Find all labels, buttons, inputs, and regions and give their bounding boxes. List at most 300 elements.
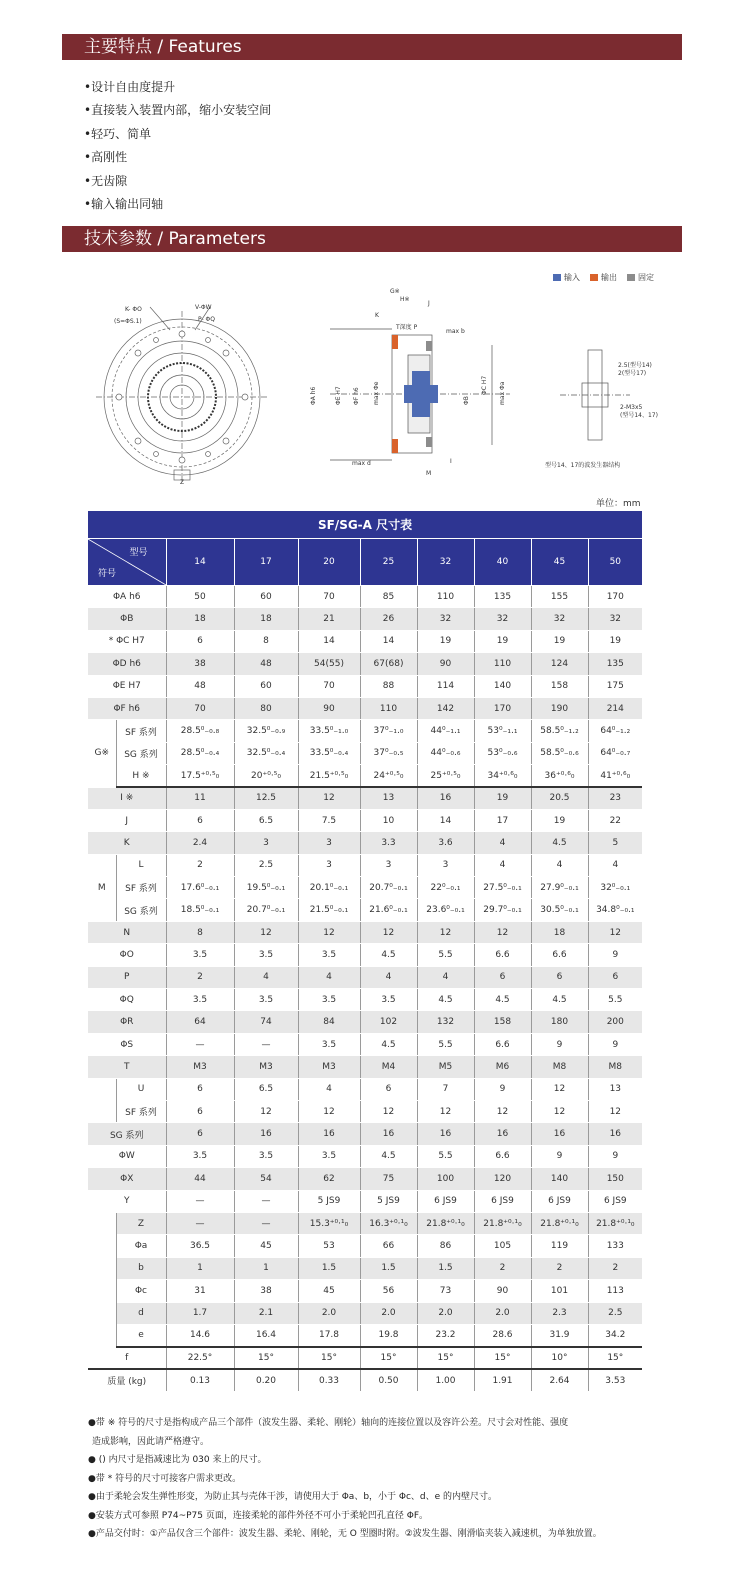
table-cell: 48	[234, 653, 298, 675]
table-cell: 2.5	[588, 1302, 642, 1324]
table-cell: 3	[360, 854, 417, 876]
table-cell: 6 JS9	[474, 1190, 531, 1212]
label-m: M	[426, 470, 432, 477]
input-swatch	[553, 274, 561, 281]
table-cell: 90	[298, 697, 360, 719]
table-cell: 16	[360, 1123, 417, 1145]
table-cell: 2	[531, 1257, 588, 1279]
table-cell: 6	[588, 966, 642, 988]
table-cell: 32	[588, 608, 642, 630]
table-cell: 14	[298, 630, 360, 652]
table-cell: —	[234, 1212, 298, 1234]
label-phie: ΦE H7	[335, 386, 342, 405]
table-cell: 3.5	[360, 989, 417, 1011]
table-cell: 158	[474, 1011, 531, 1033]
table-cell: 3.5	[166, 944, 234, 966]
table-cell: 190	[531, 697, 588, 719]
row-label: ΦA h6	[88, 586, 166, 608]
label-s: (S=ΦS.1)	[114, 318, 142, 325]
table-row	[88, 1145, 642, 1167]
table-row	[88, 1100, 642, 1122]
table-cell: 6 JS9	[531, 1190, 588, 1212]
table-cell: 5.5	[417, 1145, 474, 1167]
legend-output: 输出	[590, 272, 617, 283]
table-cell: 70	[298, 675, 360, 697]
table-cell: 14	[417, 809, 474, 831]
model-header: 14	[166, 539, 234, 586]
row-label: L	[116, 854, 166, 876]
table-cell: 21.8⁺⁰·¹₀	[531, 1212, 588, 1234]
table-row	[88, 630, 642, 652]
label-wg-1: 2.5(型号14)	[618, 362, 652, 369]
table-cell: 6.5	[234, 1078, 298, 1100]
fixed-swatch	[627, 274, 635, 281]
table-cell: 8	[166, 921, 234, 943]
table-cell: 17.8	[298, 1324, 360, 1346]
table-cell: 53	[298, 1235, 360, 1257]
table-cell: 15°	[360, 1347, 417, 1369]
table-cell: 4	[234, 966, 298, 988]
technical-drawing	[90, 285, 670, 485]
table-cell: 45	[298, 1280, 360, 1302]
table-cell: 19	[531, 630, 588, 652]
table-cell: 21	[298, 608, 360, 630]
features-list	[84, 76, 271, 216]
table-cell: 9	[588, 944, 642, 966]
table-cell: 100	[417, 1168, 474, 1190]
table-cell: 45	[234, 1235, 298, 1257]
row-label: 质量 (kg)	[88, 1369, 166, 1391]
table-cell: 140	[531, 1168, 588, 1190]
table-cell: 15.3⁺⁰·¹₀	[298, 1212, 360, 1234]
table-cell: 6.6	[474, 944, 531, 966]
table-cell: 12	[360, 921, 417, 943]
row-label: Z	[116, 1212, 166, 1234]
table-cell: 17	[474, 809, 531, 831]
table-cell: 124	[531, 653, 588, 675]
table-cell: 70	[166, 697, 234, 719]
table-cell: 19.8	[360, 1324, 417, 1346]
table-cell: 36.5	[166, 1235, 234, 1257]
table-row	[88, 1324, 642, 1346]
table-row	[88, 675, 642, 697]
table-cell: 3.5	[298, 944, 360, 966]
label-t-depth: T深度 P	[396, 324, 418, 331]
table-cell: 22.5°	[166, 1347, 234, 1369]
table-cell: 2.1	[234, 1302, 298, 1324]
table-cell: 15°	[417, 1347, 474, 1369]
model-header: 20	[298, 539, 360, 586]
row-label: SF 系列	[116, 720, 166, 742]
table-cell: 60	[234, 675, 298, 697]
table-cell: 12	[588, 1100, 642, 1122]
table-cell: 23	[588, 787, 642, 809]
row-label: b	[116, 1257, 166, 1279]
table-cell: 4	[531, 854, 588, 876]
table-row	[88, 1078, 642, 1100]
table-cell: 8	[234, 630, 298, 652]
table-row	[88, 765, 642, 787]
table-cell: 12	[531, 1078, 588, 1100]
note-line: ●由于柔轮会发生弹性形变，为防止其与壳体干涉，请使用大于 Φa、b，小于 Φc、d、e 的内壁尺寸。	[88, 1492, 498, 1502]
table-cell: 135	[588, 653, 642, 675]
table-cell: 32	[474, 608, 531, 630]
row-label: ΦO	[88, 944, 166, 966]
table-cell: 170	[588, 586, 642, 608]
table-cell: 6	[166, 1100, 234, 1122]
label-i: I	[450, 458, 452, 465]
table-cell: 6	[531, 966, 588, 988]
table-cell: M6	[474, 1056, 531, 1078]
table-cell: 44	[166, 1168, 234, 1190]
table-cell: 4.5	[531, 832, 588, 854]
table-cell: 200	[588, 1011, 642, 1033]
row-label: U	[116, 1078, 166, 1100]
table-cell: —	[234, 1190, 298, 1212]
table-cell: 28.6	[474, 1324, 531, 1346]
table-cell: 0.50	[360, 1369, 417, 1391]
table-cell: 12	[298, 787, 360, 809]
table-row	[88, 854, 642, 876]
row-label: ΦQ	[88, 989, 166, 1011]
table-cell: 6	[166, 809, 234, 831]
table-cell: 2.64	[531, 1369, 588, 1391]
table-cell: 9	[588, 1033, 642, 1055]
row-label: ΦD h6	[88, 653, 166, 675]
table-cell: 2	[166, 854, 234, 876]
model-header: 17	[234, 539, 298, 586]
label-g: G※	[390, 288, 400, 295]
table-cell: 85	[360, 586, 417, 608]
table-cell: M8	[588, 1056, 642, 1078]
notes	[88, 1414, 648, 1544]
table-cell: 53⁰₋₀.₆	[474, 742, 531, 764]
table-cell: 75	[360, 1168, 417, 1190]
label-phic: ΦC H7	[481, 375, 488, 395]
table-cell: 3.5	[234, 1145, 298, 1167]
row-label: Φa	[116, 1235, 166, 1257]
table-cell: M3	[166, 1056, 234, 1078]
table-cell: 15°	[298, 1347, 360, 1369]
row-label: J	[88, 809, 166, 831]
label-phib: ΦB	[463, 396, 470, 405]
features-title: 主要特点 / Features	[84, 37, 242, 57]
table-cell: 5 JS9	[360, 1190, 417, 1212]
table-cell: 158	[531, 675, 588, 697]
table-cell: 3	[298, 854, 360, 876]
table-cell: 3.5	[234, 989, 298, 1011]
table-cell: M8	[531, 1056, 588, 1078]
table-cell: 15°	[474, 1347, 531, 1369]
row-label: Φc	[116, 1280, 166, 1302]
legend-fixed: 固定	[627, 272, 654, 283]
label-k-phio: K- ΦO	[125, 306, 142, 313]
table-cell: 22⁰₋₀.₁	[417, 877, 474, 899]
model-header: 40	[474, 539, 531, 586]
table-cell: 15°	[234, 1347, 298, 1369]
row-label: * ΦC H7	[88, 630, 166, 652]
table-cell: 5 JS9	[298, 1190, 360, 1212]
table-title: SF/SG-A 尺寸表	[88, 511, 642, 539]
table-cell: 214	[588, 697, 642, 719]
table-cell: 37⁰₋₁.₀	[360, 720, 417, 742]
table-cell: 16.4	[234, 1324, 298, 1346]
row-label: ΦE H7	[88, 675, 166, 697]
model-label: 型号	[129, 548, 148, 558]
table-cell: 1	[234, 1257, 298, 1279]
table-cell: 31	[166, 1280, 234, 1302]
table-cell: 12	[417, 1100, 474, 1122]
table-cell: 54(55)	[298, 653, 360, 675]
table-cell: 114	[417, 675, 474, 697]
table-cell: 2.4	[166, 832, 234, 854]
row-label: ΦW	[88, 1145, 166, 1167]
table-cell: 33.5⁰₋₀.₄	[298, 742, 360, 764]
table-cell: 6	[166, 1078, 234, 1100]
row-label: SG 系列	[116, 742, 166, 764]
note-line: ●产品交付时：①产品仅含三个部件：波发生器、柔轮、刚轮，无 O 型圈时附。②波发生器、刚滑临夹装入减速机，为单独放置。	[88, 1529, 602, 1539]
table-cell: 29.7⁰₋₀.₁	[474, 899, 531, 921]
table-cell: 2	[588, 1257, 642, 1279]
table-cell: 26	[360, 608, 417, 630]
row-label: SF 系列	[116, 1100, 166, 1122]
table-cell: 5.5	[588, 989, 642, 1011]
feature-item: •高刚性	[84, 150, 128, 165]
table-cell: 4	[298, 966, 360, 988]
table-cell: 119	[531, 1235, 588, 1257]
table-cell: 90	[474, 1280, 531, 1302]
table-cell: 74	[234, 1011, 298, 1033]
table-cell: 1.5	[298, 1257, 360, 1279]
table-cell: 18	[234, 608, 298, 630]
table-cell: 13	[360, 787, 417, 809]
table-cell: 67(68)	[360, 653, 417, 675]
table-cell: 13	[588, 1078, 642, 1100]
table-cell: 37⁰₋₀.₅	[360, 742, 417, 764]
label-wg-3: 2-M3x5	[620, 404, 643, 411]
row-label: ΦR	[88, 1011, 166, 1033]
table-cell: 62	[298, 1168, 360, 1190]
table-cell: 101	[531, 1280, 588, 1302]
table-cell: 120	[474, 1168, 531, 1190]
table-cell: 170	[474, 697, 531, 719]
group-label	[88, 1078, 116, 1123]
table-cell: 133	[588, 1235, 642, 1257]
table-cell: 19	[474, 787, 531, 809]
table-cell: 110	[417, 586, 474, 608]
table-cell: 86	[417, 1235, 474, 1257]
table-cell: 2	[166, 966, 234, 988]
row-label: ΦF h6	[88, 697, 166, 719]
label-v-phiw: V-ΦW	[195, 304, 212, 311]
table-cell: 1.5	[360, 1257, 417, 1279]
table-cell: 12	[588, 921, 642, 943]
table-cell: 0.20	[234, 1369, 298, 1391]
table-cell: 4.5	[360, 1145, 417, 1167]
table-cell: 3.5	[298, 1145, 360, 1167]
table-cell: 54	[234, 1168, 298, 1190]
table-cell: 25⁺⁰·⁵₀	[417, 765, 474, 787]
table-cell: 58.5⁰₋₁.₂	[531, 720, 588, 742]
table-cell: 27.5⁰₋₀.₁	[474, 877, 531, 899]
group-label: M	[88, 854, 116, 921]
table-cell: 3.5	[234, 944, 298, 966]
unit-label: 单位：mm	[596, 499, 641, 509]
table-cell: 11	[166, 787, 234, 809]
table-cell: 4	[474, 832, 531, 854]
drawing-legend	[553, 272, 654, 283]
table-cell: 113	[588, 1280, 642, 1302]
table-cell: 6.6	[474, 1145, 531, 1167]
table-cell: 44⁰₋₀.₆	[417, 742, 474, 764]
table-cell: 73	[417, 1280, 474, 1302]
feature-item: •轻巧、简单	[84, 126, 152, 141]
table-cell: 5	[588, 832, 642, 854]
table-cell: 19	[588, 630, 642, 652]
row-label: I ※	[88, 787, 166, 809]
table-row	[88, 1235, 642, 1257]
table-cell: 9	[474, 1078, 531, 1100]
table-cell: 4.5	[417, 989, 474, 1011]
table-row	[88, 1280, 642, 1302]
model-header: 25	[360, 539, 417, 586]
dimension-table	[88, 511, 642, 1392]
table-cell: 175	[588, 675, 642, 697]
label-phif: ΦF h6	[353, 387, 360, 405]
feature-item: •无齿隙	[84, 173, 128, 188]
row-label: ΦS	[88, 1033, 166, 1055]
output-swatch	[590, 274, 598, 281]
table-cell: 150	[588, 1168, 642, 1190]
feature-item: •设计自由度提升	[84, 80, 176, 94]
table-cell: 6.6	[474, 1033, 531, 1055]
table-cell: 12	[234, 921, 298, 943]
row-label: SG 系列	[88, 1123, 166, 1145]
table-cell: 110	[360, 697, 417, 719]
row-label: SF 系列	[116, 877, 166, 899]
table-row	[88, 1190, 642, 1212]
table-cell: 23.6⁰₋₀.₁	[417, 899, 474, 921]
table-cell: 16	[234, 1123, 298, 1145]
table-cell: 3	[417, 854, 474, 876]
table-row	[88, 1056, 642, 1078]
table-cell: 84	[298, 1011, 360, 1033]
table-cell: 5.5	[417, 944, 474, 966]
table-cell: 48	[166, 675, 234, 697]
parameters-title: 技术参数 / Parameters	[84, 229, 266, 249]
table-cell: 105	[474, 1235, 531, 1257]
table-cell: 4.5	[360, 1033, 417, 1055]
label-wg-2: 2(型号17)	[618, 370, 647, 377]
table-cell: 20.7⁰₋₀.₁	[234, 899, 298, 921]
table-cell: 16.3⁺⁰·¹₀	[360, 1212, 417, 1234]
table-cell: 18	[531, 921, 588, 943]
header-corner	[88, 539, 166, 586]
row-label: ΦX	[88, 1168, 166, 1190]
table-cell: 19	[417, 630, 474, 652]
table-cell: 1.7	[166, 1302, 234, 1324]
table-cell: 30.5⁰₋₀.₁	[531, 899, 588, 921]
table-cell: 1	[166, 1257, 234, 1279]
table-cell: 10°	[531, 1347, 588, 1369]
table-cell: 12	[474, 921, 531, 943]
table-cell: 24⁺⁰·⁵₀	[360, 765, 417, 787]
table-cell: 16	[531, 1123, 588, 1145]
table-cell: 90	[417, 653, 474, 675]
table-row	[88, 921, 642, 943]
symbol-label: 符号	[98, 569, 117, 579]
table-cell: 3	[298, 832, 360, 854]
table-cell: 6 JS9	[588, 1190, 642, 1212]
table-row	[88, 944, 642, 966]
table-cell: 12.5	[234, 787, 298, 809]
label-phia: ΦA h6	[310, 386, 317, 405]
table-cell: 16	[298, 1123, 360, 1145]
table-cell: 21.8⁺⁰·¹₀	[474, 1212, 531, 1234]
table-row	[88, 653, 642, 675]
table-row	[88, 1369, 642, 1391]
table-cell: 53⁰₋₁.₁	[474, 720, 531, 742]
table-cell: 5.5	[417, 1033, 474, 1055]
table-cell: 0.33	[298, 1369, 360, 1391]
table-cell: 3.5	[166, 989, 234, 1011]
note-line: ●带 * 符号的尺寸可接客户需求更改。	[88, 1473, 242, 1484]
note-line: ● () 内尺寸是指减速比为 030 来上的尺寸。	[88, 1455, 267, 1465]
table-cell: 3.5	[166, 1145, 234, 1167]
table-row	[88, 899, 642, 921]
table-cell: 28.5⁰₋₀.₈	[166, 720, 234, 742]
table-row	[88, 1168, 642, 1190]
table-cell: 0.13	[166, 1369, 234, 1391]
table-cell: 4	[360, 966, 417, 988]
table-row	[88, 697, 642, 719]
table-cell: 32	[531, 608, 588, 630]
label-j: J	[428, 300, 430, 307]
table-row	[88, 742, 642, 764]
table-cell: 6 JS9	[417, 1190, 474, 1212]
row-label: d	[116, 1302, 166, 1324]
table-row	[88, 966, 642, 988]
row-label: f	[88, 1347, 166, 1369]
table-row	[88, 1212, 642, 1234]
label-wg-caption: 型号14、17的波发生器结构	[545, 462, 621, 469]
table-cell: 2.5	[234, 854, 298, 876]
model-header: 50	[588, 539, 642, 586]
table-cell: 32⁰₋₀.₁	[588, 877, 642, 899]
table-cell: 12	[360, 1100, 417, 1122]
table-cell: M3	[234, 1056, 298, 1078]
feature-item: •直接装入装置内部，缩小安装空间	[84, 103, 272, 118]
table-cell: 19	[474, 630, 531, 652]
table-cell: 2.0	[474, 1302, 531, 1324]
table-cell: 38	[166, 653, 234, 675]
label-max-phia: max Φa	[499, 381, 506, 405]
table-cell: 2.0	[298, 1302, 360, 1324]
table-cell: 34.2	[588, 1324, 642, 1346]
table-cell: 41⁺⁰·⁶₀	[588, 765, 642, 787]
row-label: K	[88, 832, 166, 854]
row-label: N	[88, 921, 166, 943]
front-view	[96, 307, 268, 483]
table-cell: —	[166, 1212, 234, 1234]
table-cell: 21.5⁰₋₀.₁	[298, 899, 360, 921]
table-cell: 6	[166, 1123, 234, 1145]
table-row	[88, 809, 642, 831]
table-cell: 12	[234, 1100, 298, 1122]
table-cell: M4	[360, 1056, 417, 1078]
label-max-d: max d	[352, 460, 371, 467]
table-cell: 32.5⁰₋₀.₄	[234, 742, 298, 764]
